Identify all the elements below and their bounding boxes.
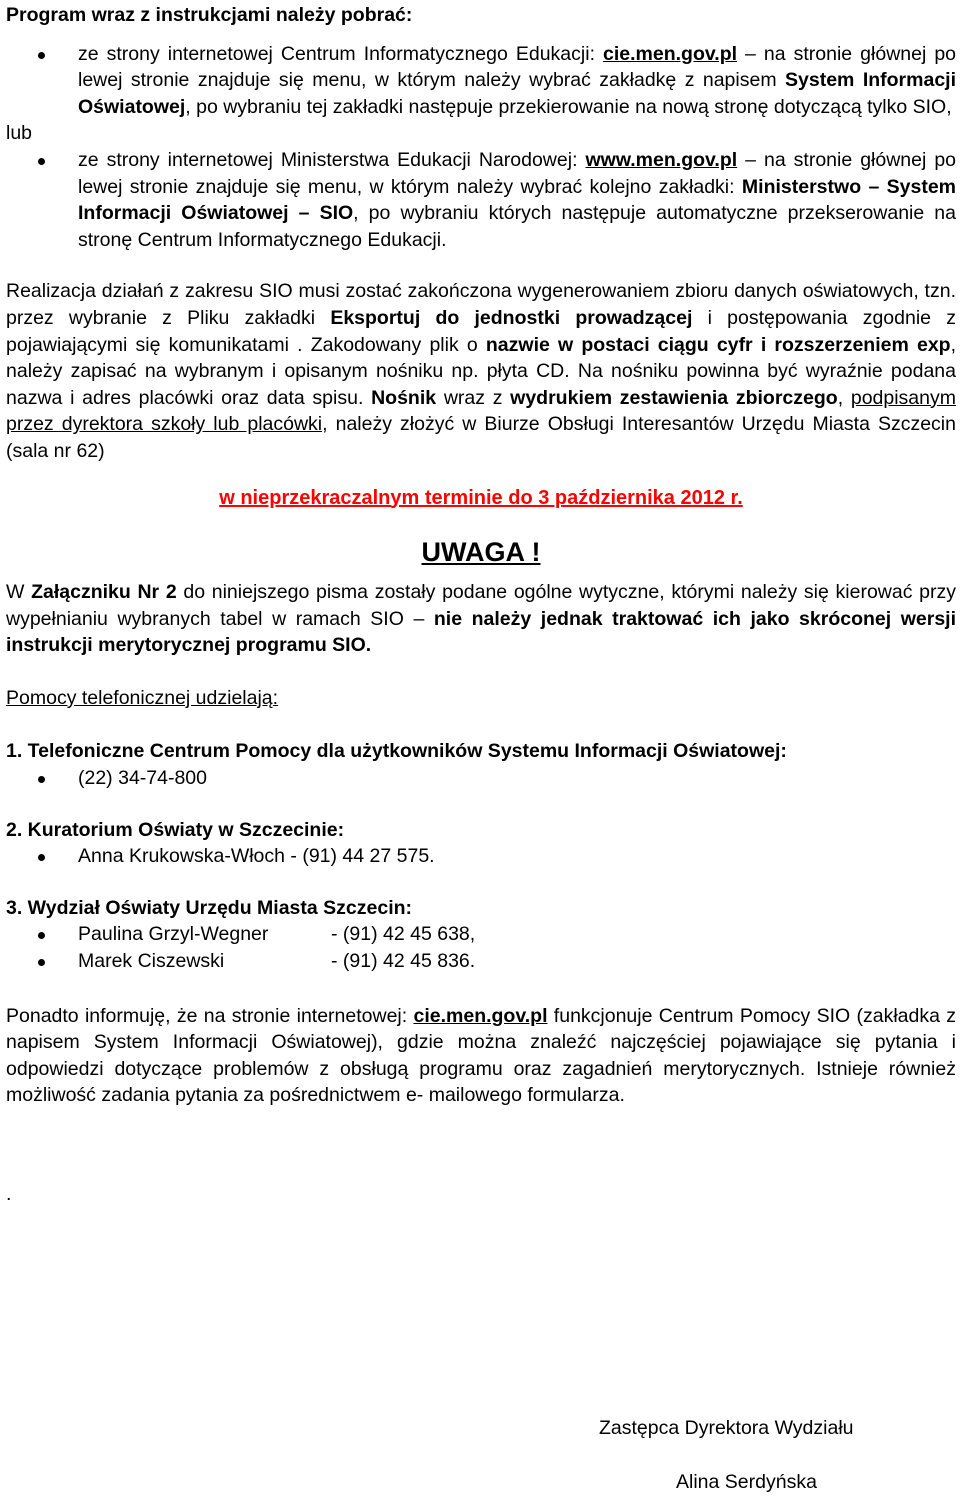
bullet-icon — [38, 959, 45, 966]
contact-2-title: 2. Kuratorium Oświaty w Szczecinie: — [6, 818, 345, 841]
bullet-icon — [38, 932, 45, 939]
section-heading: Program wraz z instrukcjami należy pobrać: — [6, 4, 413, 26]
help-heading: Pomocy telefonicznej udzielają: — [6, 686, 279, 709]
list-item: Anna Krukowska-Włoch - (91) 44 27 575. — [6, 843, 956, 870]
download-option-cie: ze strony internetowej Centrum Informatycznego Edukacji: cie.men.gov.pl – na stronie głównej po lewej stronie znajduje się menu, w którym należy wybrać zakładkę z napisem System Informacji Oświatowej, po wybraniu tej zakładki następuje przekierowanie na nową stronę dotyczącą tylko SIO, — [6, 41, 956, 121]
cie-link-2[interactable]: cie.men.gov.pl — [413, 1004, 548, 1027]
contact-1-list — [6, 765, 956, 792]
attachment-paragraph: W Załączniku Nr 2 do niniejszego pisma zostały podane ogólne wytyczne, którymi należy się kierować przy wypełnianiu wybranych tabel w ramach SIO – nie należy jednak traktować ich jako skróconej wersji instrukcji merytorycznej programu SIO. — [6, 581, 957, 657]
contact-1-title: 1. Telefoniczne Centrum Pomocy dla użytkowników Systemu Informacji Oświatowej: — [6, 740, 787, 763]
list-item: Marek Ciszewski - (91) 42 45 836. — [6, 948, 956, 975]
help-center-paragraph: Ponadto informuję, że na stronie internetowej: cie.men.gov.pl funkcjonuje Centrum Pomocy SIO (zakładka z napisem System Informacji Oświatowej), gdzie można znaleźć najczęściej pojawiające się pytania i odpowiedzi dotyczące problemów z obsługą programu oraz zagadnień merytorycznych. Istnieje również możliwość zadania pytania za pośrednictwem e- mailowego formularza. — [6, 1004, 956, 1107]
bullet-icon — [38, 776, 45, 783]
sio-bold: System Informacji Oświatowej — [78, 69, 957, 118]
men-link[interactable]: www.men.gov.pl — [585, 148, 738, 171]
download-options-list-2 — [6, 147, 956, 253]
signature-role: Zastępca Dyrektora Wydziału — [599, 1417, 854, 1439]
bullet-icon — [38, 158, 45, 165]
cie-link[interactable]: cie.men.gov.pl — [603, 42, 738, 65]
instructions-paragraph: Realizacja działań z zakresu SIO musi zostać zakończona wygenerowaniem zbioru danych oświatowych, tzn. przez wybranie z Pliku zakładki Eksportuj do jednostki prowadzącej i postępowania zgodnie z pojawiającymi się komunikatami . Zakodowany plik o nazwie w postaci ciągu cyfr i rozszerzeniem exp, należy zapisać na wybranym i opisanym nośniku np. płyta CD. Na nośniku powinna być wyraźnie podana nazwa i adres placówki oraz data spisu. Nośnik wraz z wydrukiem zestawienia zbiorczego, podpisanym przez dyrektora szkoły lub placówki, należy złożyć w Biurze Obsługi Interesantów Urzędu Miasta Szczecin (sala nr 62) — [6, 280, 956, 462]
bullet-icon — [38, 52, 45, 59]
menu-path-bold: Ministerstwo – System Informacji Oświatowej – SIO — [78, 175, 957, 225]
document-page — [6, 0, 956, 1208]
contact-2-list — [6, 843, 956, 870]
stray-dot: . — [6, 1183, 12, 1205]
contact-3-list — [6, 921, 956, 974]
list-item: Paulina Grzyl-Wegner - (91) 42 45 638, — [6, 921, 956, 948]
deadline-notice: w nieprzekraczalnym terminie do 3 października 2012 r. — [219, 486, 743, 509]
bullet-icon — [38, 854, 45, 861]
download-options-list — [6, 41, 956, 121]
download-option-men: ze strony internetowej Ministerstwa Edukacji Narodowej: www.men.gov.pl – na stronie głównej po lewej stronie znajduje się menu, w którym należy wybrać kolejno zakładki: Ministerstwo – System Informacji Oświatowej – SIO, po wybraniu których następuje automatyczne przekserowanie na stronę Centrum Informatycznego Edukacji. — [6, 147, 956, 253]
warning-heading: UWAGA ! — [421, 537, 541, 568]
or-word: lub — [6, 122, 33, 145]
signature-name: Alina Serdyńska — [676, 1471, 817, 1493]
list-item: (22) 34-74-800 — [6, 765, 956, 792]
contact-3-title: 3. Wydział Oświaty Urzędu Miasta Szczecin: — [6, 896, 413, 919]
